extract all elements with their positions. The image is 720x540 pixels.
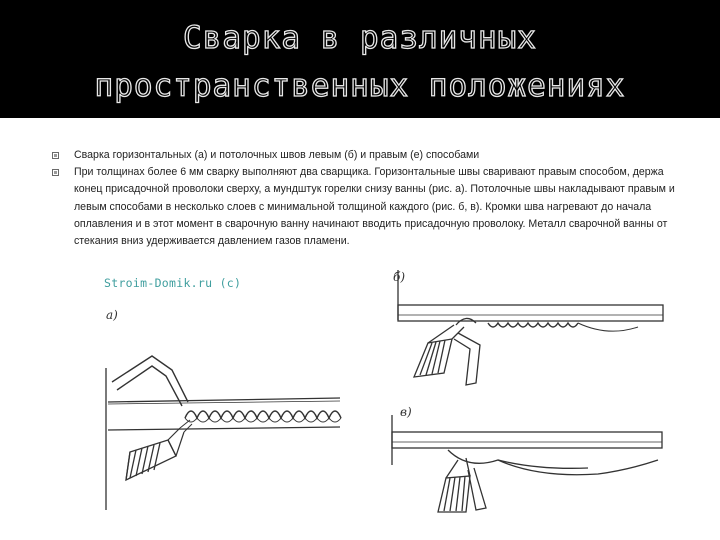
figure-label-v: в): [400, 405, 412, 419]
bullet-list: [52, 147, 692, 250]
figure-b-drawing: [368, 265, 668, 395]
figure-label-a: а): [106, 308, 118, 322]
figure-v-drawing: [378, 400, 668, 535]
slide-title-line1: Сварка в различных: [183, 20, 537, 56]
figure-label-b: б): [393, 270, 406, 284]
figure-a-drawing: [90, 290, 345, 525]
figure-v: [378, 400, 668, 535]
bullet-item: [52, 164, 692, 250]
bullet-marker-icon: [52, 169, 59, 176]
slide-title-line2: пространственных положениях: [94, 68, 626, 104]
bullet-text: Сварка горизонтальных (а) и потолочных швов левым (б) и правым (е) способами: [74, 149, 480, 161]
bullet-text: При толщинах более 6 мм сварку выполняют два сварщика. Горизонтальные швы сваривают правым способом, держа конец присадочной проволоки сверху, а мундштук горелки снизу ванны (рис. а). Потолочные швы накладывают правым и левым способами в несколько слоев с минимальной толщиной каждого (рис. б, в). Кромки шва нагревают до начала оплавления и в этот момент в сварочную ванну начинают вводить присадочную проволоку. Металл сварочной ванны от стекания вниз удерживается давлением газов пламени.: [74, 166, 675, 248]
title-bar: [0, 0, 720, 118]
bullet-item: [52, 147, 692, 164]
bullet-marker-icon: [52, 152, 59, 159]
figure-watermark: Stroim-Domik.ru (c): [104, 276, 242, 290]
figure-a: [90, 290, 345, 525]
figure-b: [368, 265, 668, 395]
